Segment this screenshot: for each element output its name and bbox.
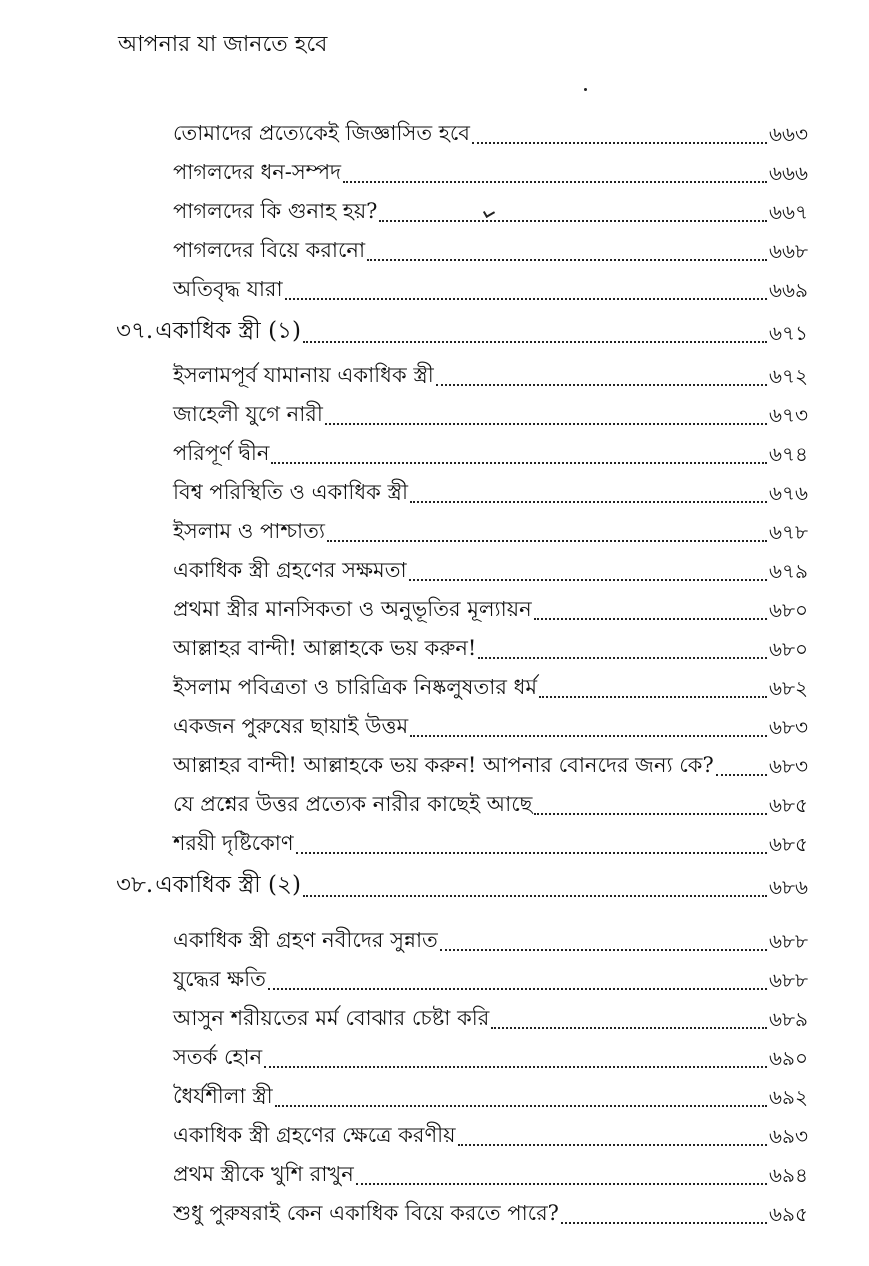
chapter-number: ৩৭. [116,318,154,344]
toc-entry-row [173,672,808,702]
page-number: ৬৮৩ [769,715,808,739]
toc-entry-row [173,1159,808,1189]
toc-entry-row [173,274,808,304]
toc-title: প্রথম স্ত্রীকে খুশি রাখুন [173,1162,354,1186]
page-number: ৬৯৪ [769,1163,808,1187]
toc-entry-row [173,516,808,546]
chapter-number: ৩৮. [116,872,154,898]
page-number: ৬৭৬ [768,481,808,505]
toc-entry-row [173,594,808,624]
toc-entry-row [173,750,808,780]
dot-leader [325,423,767,425]
running-head: আপনার যা জানতে হবে [118,32,328,57]
page-number: ৬৯০ [769,1046,808,1070]
toc-entry-row [173,477,808,507]
toc-title: শরয়ী দৃষ্টিকোণ [173,831,294,855]
dot-leader [534,813,767,815]
dot-leader [491,1027,767,1029]
toc-title: পাগলদের ধন-সম্পদ [173,160,342,184]
toc-title: ইসলামপূর্ব যামানায় একাধিক স্ত্রী [173,363,434,387]
toc-chapter-row [116,317,808,347]
page-number: ৬৬৮ [769,239,808,263]
dot-leader [716,774,767,776]
page-number: ৬৯২ [769,1085,808,1109]
page-number: ৬৮৫ [769,832,808,856]
toc-entry-row [173,1120,808,1150]
dot-leader [271,462,767,464]
toc-entry-row [173,964,808,994]
page-number: ৬৬৩ [768,122,808,146]
dot-leader [268,988,767,990]
toc-title: একজন পুরুষের ছায়াই উত্তম [173,714,409,738]
page-number: ৬৬৬ [768,161,808,185]
toc-entry-row [173,360,808,390]
dot-leader [436,384,767,386]
page-number: ৬৮৯ [769,1007,808,1031]
toc-title: একাধিক স্ত্রী গ্রহণ নবীদের সুন্নাত [173,928,438,952]
dot-leader [343,181,767,183]
page-number: ৬৮০ [769,598,808,622]
dot-leader [356,1183,767,1185]
page-number: ৬৮০ [769,637,808,661]
chapter-title: একাধিক স্ত্রী (১) [155,318,301,344]
toc-title [116,320,301,347]
dot-leader [410,501,767,503]
toc-entry-row [173,399,808,429]
toc-chapter-row [116,871,808,901]
toc-entry-row [173,828,808,858]
toc-entry-row [173,1198,808,1228]
toc-entry-row [173,555,808,585]
dot-leader [303,895,767,897]
dot-leader [478,657,767,659]
toc-title: প্রথমা স্ত্রীর মানসিকতা ও অনুভূতির মূল্যায়ন [173,597,532,621]
dot-leader [379,220,767,222]
toc-title: পাগলদের কি গুনাহ হয়? [173,199,378,223]
toc-title: যুদ্ধের ক্ষতি [173,967,266,991]
dot-leader [534,618,767,620]
dot-leader [296,852,767,854]
toc-title: যে প্রশ্নের উত্তর প্রত্যেক নারীর কাছেই আছে [173,792,533,816]
page-number: ৬৮৫ [769,793,808,817]
toc-title [116,874,301,901]
toc-title: ইসলাম পবিত্রতা ও চারিত্রিক নিষ্কলুষতার ধর্ম [173,675,537,699]
dot-leader [275,1105,767,1107]
page-number: ৬৭৮ [769,520,808,544]
toc-title: তোমাদের প্রত্যেকেই জিজ্ঞাসিত হবে [173,121,470,145]
dot-leader [303,341,767,343]
toc-entry-row [173,157,808,187]
dot-leader [285,298,767,300]
page-number: ৬৯৫ [769,1202,808,1226]
page-number: ৬৬৭ [768,200,808,224]
chapter-title: একাধিক স্ত্রী (২) [155,872,301,898]
toc-entry-row [173,438,808,468]
toc-entry-row [173,1042,808,1072]
toc-title: আসুন শরীয়তের মর্ম বোঝার চেষ্টা করি [173,1006,490,1030]
dot-leader [367,259,767,261]
toc-entry-row [173,235,808,265]
toc-title: পরিপূর্ণ দ্বীন [173,441,270,465]
dot-leader [327,540,767,542]
toc-title: বিশ্ব পরিস্থিতি ও একাধিক স্ত্রী [173,480,409,504]
toc-title: অতিবৃদ্ধ যারা [173,277,283,301]
toc-title: পাগলদের বিয়ে করানো [173,238,366,262]
toc-entry-row [173,196,808,226]
page-number: ৬৮৩ [769,754,808,778]
toc-title: একাধিক স্ত্রী গ্রহণের সক্ষমতা [173,558,407,582]
dot-leader [561,1222,767,1224]
page-number: ৬৭৪ [769,442,808,466]
toc-entry-row [173,118,808,148]
page-number: ৬৭৩ [768,403,808,427]
toc-entry-row [173,633,808,663]
toc-title: শুধু পুরুষরাই কেন একাধিক বিয়ে করতে পারে? [173,1201,559,1225]
toc-title: ধৈর্যশীলা স্ত্রী [173,1084,273,1108]
toc-title: সতর্ক হোন [173,1045,263,1069]
toc-title: আল্লাহর বান্দী! আল্লাহকে ভয় করুন! [173,636,477,660]
toc-title: একাধিক স্ত্রী গ্রহণের ক্ষেত্রে করণীয় [173,1123,456,1147]
dot-leader [472,142,767,144]
toc-entry-row [173,711,808,741]
page-number: ৬৭১ [769,321,808,345]
page-number: ৬৭২ [768,364,808,388]
page-number: ৬৭৯ [769,559,808,583]
dot-leader [410,735,767,737]
dot-leader [264,1066,767,1068]
page-number: ৬৯৩ [769,1124,808,1148]
page-number: ৬৮২ [769,676,808,700]
dot-leader [409,579,767,581]
toc-title: ইসলাম ও পাশ্চাত্য [173,519,325,543]
dot-leader [440,949,767,951]
toc-entry-row [173,925,808,955]
dot-leader [458,1144,767,1146]
page-number: ৬৮৮ [769,968,808,992]
page-number: ৬৮৮ [769,929,808,953]
toc-entry-row [173,1003,808,1033]
toc-entry-row [173,789,808,819]
page-number: ৬৬৯ [769,278,808,302]
toc-entry-row [173,1081,808,1111]
toc-title: জাহেলী যুগে নারী [173,402,323,426]
toc-title: আল্লাহর বান্দী! আল্লাহকে ভয় করুন! আপনার বোনদের জন্য কে? [173,753,714,777]
page-number: ৬৮৬ [769,875,808,899]
dot-leader [539,696,767,698]
